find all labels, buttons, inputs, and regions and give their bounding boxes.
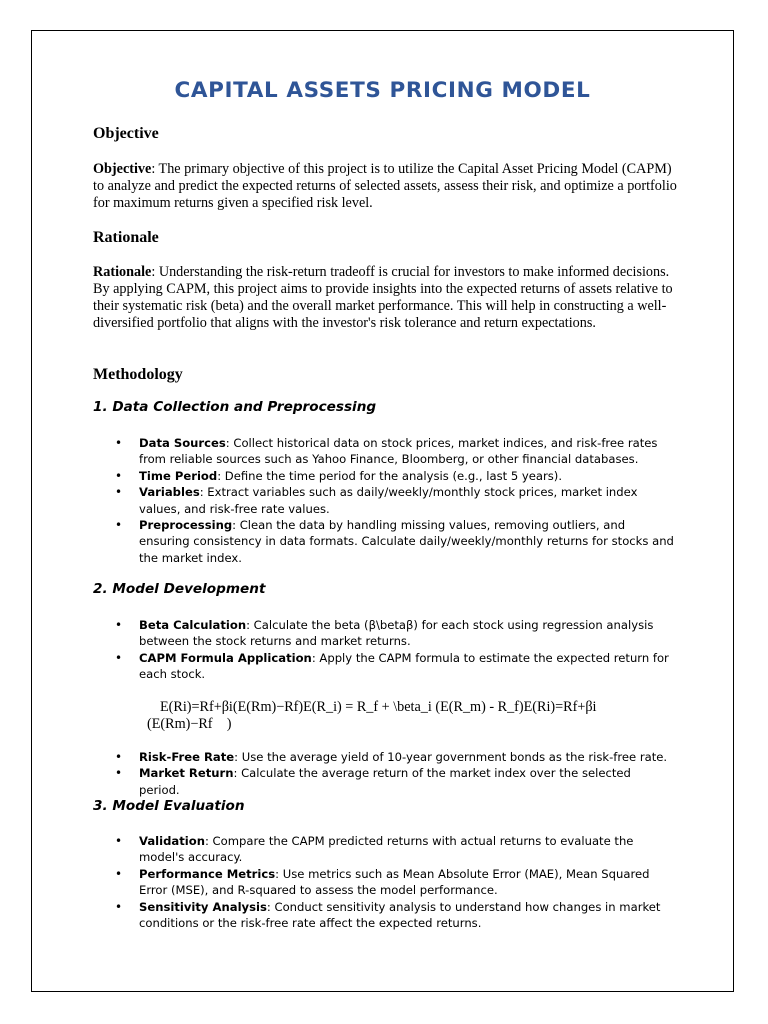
model-development-list	[93, 617, 675, 683]
list-item	[93, 899, 675, 932]
rationale-label: Rationale	[93, 264, 152, 280]
item-label: Performance Metrics	[139, 866, 276, 881]
methodology-heading: Methodology	[93, 366, 183, 383]
list-item	[93, 866, 675, 899]
item-text: : Calculate the average return of the market index over the selected period.	[139, 766, 631, 797]
list-item	[93, 617, 675, 650]
item-text: : Compare the CAPM predicted returns with actual returns to evaluate the model's accuracy.	[139, 834, 634, 865]
objective-label: Objective	[93, 161, 152, 177]
item-text: : Clean the data by handling missing values, removing outliers, and ensuring consistency in data formats. Calculate daily/weekly/monthly returns for stocks and the market index.	[139, 518, 674, 565]
capm-formula	[147, 699, 667, 733]
document-title: CAPITAL ASSETS PRICING MODEL	[174, 78, 591, 103]
item-label: Variables	[139, 485, 200, 500]
item-label: Validation	[139, 834, 205, 848]
objective-paragraph	[93, 161, 677, 212]
formula-line-2: (E(Rm)−Rf )	[147, 716, 232, 732]
item-label: CAPM Formula Application	[139, 650, 312, 665]
item-label: Market Return	[139, 766, 234, 781]
list-item	[93, 435, 675, 468]
rationale-paragraph	[93, 264, 677, 332]
list-item	[93, 765, 675, 798]
item-text: : Apply the CAPM formula to estimate the expected return for each stock.	[139, 650, 669, 682]
objective-heading: Objective	[93, 125, 159, 142]
list-item	[93, 749, 675, 765]
item-label: Preprocessing	[139, 518, 233, 533]
item-text: : Collect historical data on stock prices, market indices, and risk-free rates from reliable sources such as Yahoo Finance, Bloomberg, or other financial databases.	[139, 436, 658, 467]
data-collection-list	[93, 435, 675, 566]
list-item	[93, 468, 675, 484]
item-text: : Use the average yield of 10-year government bonds as the risk-free rate.	[234, 750, 668, 764]
formula-line-1: E(Ri)=Rf+βi(E(Rm)−Rf)E(R_i) = R_f + \beta_i (E(R_m) - R_f)E(Ri)=Rf+βi	[160, 699, 597, 715]
list-item	[93, 833, 675, 866]
item-text: : Use metrics such as Mean Absolute Error (MAE), Mean Squared Error (MSE), and R-squared to assess the model performance.	[139, 866, 650, 898]
item-label: Data Sources	[139, 436, 226, 450]
item-label: Time Period	[139, 468, 218, 483]
item-label: Beta Calculation	[139, 618, 247, 632]
item-text: : Define the time period for the analysis (e.g., last 5 years).	[217, 468, 563, 483]
list-item	[93, 517, 675, 566]
model-evaluation-list	[93, 833, 675, 931]
list-item	[93, 484, 675, 517]
model-development-heading: 2. Model Development	[93, 581, 266, 597]
objective-text: : The primary objective of this project is to utilize the Capital Asset Pricing Model (CAPM) to analyze and predict the expected returns of selected assets, assess their risk, and optimize a portfolio for maximum returns given a specified risk level.	[93, 161, 677, 211]
item-text: : Calculate the beta (β\betaβ) for each stock using regression analysis between the stock returns and market returns.	[139, 618, 654, 649]
item-label: Risk-Free Rate	[139, 750, 235, 764]
item-label: Sensitivity Analysis	[139, 899, 267, 914]
data-collection-heading: 1. Data Collection and Preprocessing	[93, 399, 377, 415]
list-item	[93, 650, 675, 683]
model-development-list-2	[93, 749, 675, 798]
rationale-heading: Rationale	[93, 229, 159, 246]
model-evaluation-heading: 3. Model Evaluation	[93, 798, 245, 814]
item-text: : Conduct sensitivity analysis to understand how changes in market conditions or the risk-free rate affect the expected returns.	[139, 899, 661, 931]
item-text: : Extract variables such as daily/weekly/monthly stock prices, market index values, and risk-free rate values.	[139, 485, 638, 516]
rationale-text: : Understanding the risk-return tradeoff is crucial for investors to make informed decisions. By applying CAPM, this project aims to provide insights into the expected returns of assets relative to their systematic risk (beta) and the overall market performance. This will help in constructing a well-diversified portfolio that aligns with the investor's risk tolerance and return expectations.	[93, 264, 673, 331]
